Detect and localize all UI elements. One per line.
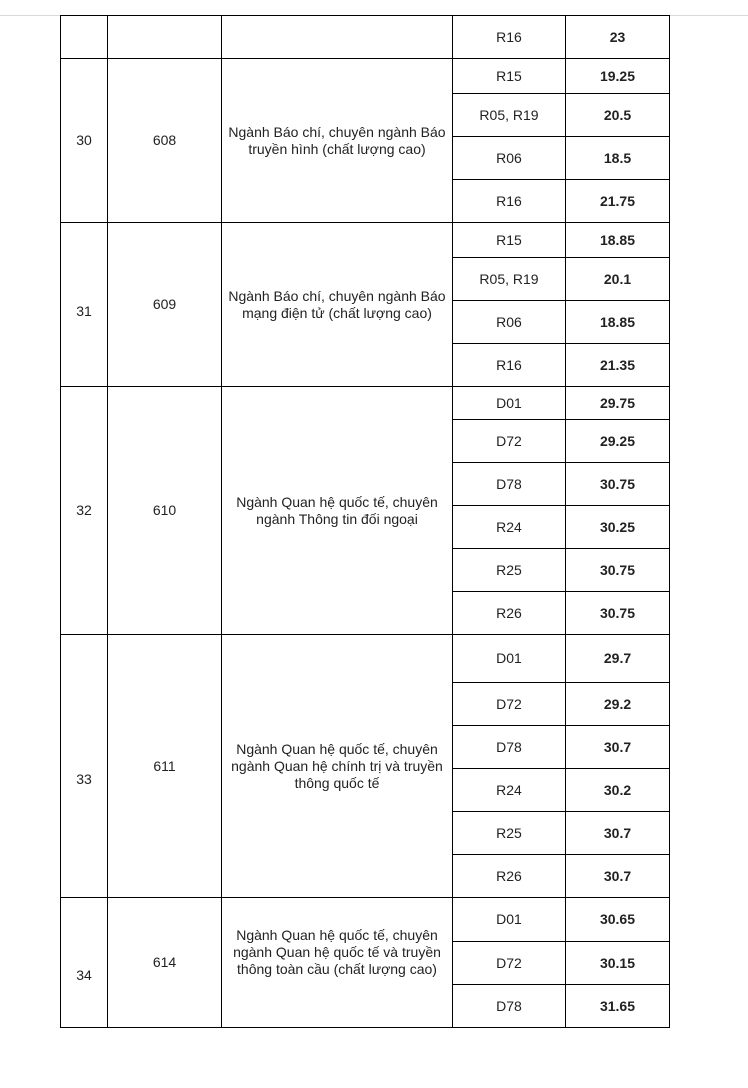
score-cell: 21.35	[566, 344, 670, 387]
major-code-cell: 608	[108, 59, 222, 223]
stt-cell: 34	[61, 898, 108, 1028]
score-cell: 18.85	[566, 301, 670, 344]
subject-combo-cell: R16	[453, 344, 566, 387]
subject-combo-cell: R16	[453, 16, 566, 59]
admission-score-table	[60, 15, 670, 1028]
score-cell: 29.7	[566, 635, 670, 683]
score-cell: 30.75	[566, 592, 670, 635]
major-name-cell: Ngành Quan hệ quốc tế, chuyên ngành Thông tin đối ngoại	[222, 387, 453, 635]
score-cell: 19.25	[566, 59, 670, 94]
major-code-cell	[108, 16, 222, 59]
score-cell: 30.7	[566, 726, 670, 769]
table-row	[61, 898, 670, 942]
score-cell: 31.65	[566, 985, 670, 1028]
major-name-cell	[222, 16, 453, 59]
subject-combo-cell: D78	[453, 463, 566, 506]
score-cell: 30.75	[566, 463, 670, 506]
score-cell: 30.7	[566, 812, 670, 855]
subject-combo-cell: R06	[453, 301, 566, 344]
score-cell: 18.5	[566, 137, 670, 180]
stt-cell	[61, 16, 108, 59]
stt-cell: 33	[61, 635, 108, 898]
subject-combo-cell: D01	[453, 898, 566, 942]
score-cell: 30.25	[566, 506, 670, 549]
major-name-cell: Ngành Quan hệ quốc tế, chuyên ngành Quan hệ chính trị và truyền thông quốc tế	[222, 635, 453, 898]
table-row	[61, 223, 670, 258]
subject-combo-cell: D78	[453, 985, 566, 1028]
score-cell: 29.75	[566, 387, 670, 420]
subject-combo-cell: D78	[453, 726, 566, 769]
stt-cell: 30	[61, 59, 108, 223]
subject-combo-cell: R26	[453, 592, 566, 635]
major-code-cell: 611	[108, 635, 222, 898]
subject-combo-cell: D72	[453, 683, 566, 726]
score-cell: 30.65	[566, 898, 670, 942]
major-name-cell: Ngành Báo chí, chuyên ngành Báo truyền hình (chất lượng cao)	[222, 59, 453, 223]
subject-combo-cell: R24	[453, 769, 566, 812]
subject-combo-cell: R06	[453, 137, 566, 180]
subject-combo-cell: R15	[453, 223, 566, 258]
table-row	[61, 59, 670, 94]
score-cell: 30.2	[566, 769, 670, 812]
subject-combo-cell: R25	[453, 549, 566, 592]
table-row	[61, 635, 670, 683]
score-cell: 30.75	[566, 549, 670, 592]
table-body	[61, 16, 670, 1028]
subject-combo-cell: D72	[453, 942, 566, 985]
score-cell: 29.25	[566, 420, 670, 463]
score-cell: 23	[566, 16, 670, 59]
score-cell: 18.85	[566, 223, 670, 258]
score-cell: 20.1	[566, 258, 670, 301]
major-name-cell: Ngành Quan hệ quốc tế, chuyên ngành Quan hệ quốc tế và truyền thông toàn cầu (chất lượng cao)	[222, 898, 453, 1028]
table-row	[61, 16, 670, 59]
score-cell: 30.7	[566, 855, 670, 898]
subject-combo-cell: R15	[453, 59, 566, 94]
subject-combo-cell: D72	[453, 420, 566, 463]
major-name-cell: Ngành Báo chí, chuyên ngành Báo mạng điện tử (chất lượng cao)	[222, 223, 453, 387]
major-code-cell: 609	[108, 223, 222, 387]
subject-combo-cell: R25	[453, 812, 566, 855]
subject-combo-cell: R24	[453, 506, 566, 549]
major-code-cell: 614	[108, 898, 222, 1028]
subject-combo-cell: R05, R19	[453, 258, 566, 301]
subject-combo-cell: R26	[453, 855, 566, 898]
subject-combo-cell: R16	[453, 180, 566, 223]
score-cell: 21.75	[566, 180, 670, 223]
score-cell: 29.2	[566, 683, 670, 726]
subject-combo-cell: R05, R19	[453, 94, 566, 137]
major-code-cell: 610	[108, 387, 222, 635]
stt-cell: 31	[61, 223, 108, 387]
score-cell: 20.5	[566, 94, 670, 137]
subject-combo-cell: D01	[453, 635, 566, 683]
subject-combo-cell: D01	[453, 387, 566, 420]
table-row	[61, 387, 670, 420]
score-cell: 30.15	[566, 942, 670, 985]
stt-cell: 32	[61, 387, 108, 635]
